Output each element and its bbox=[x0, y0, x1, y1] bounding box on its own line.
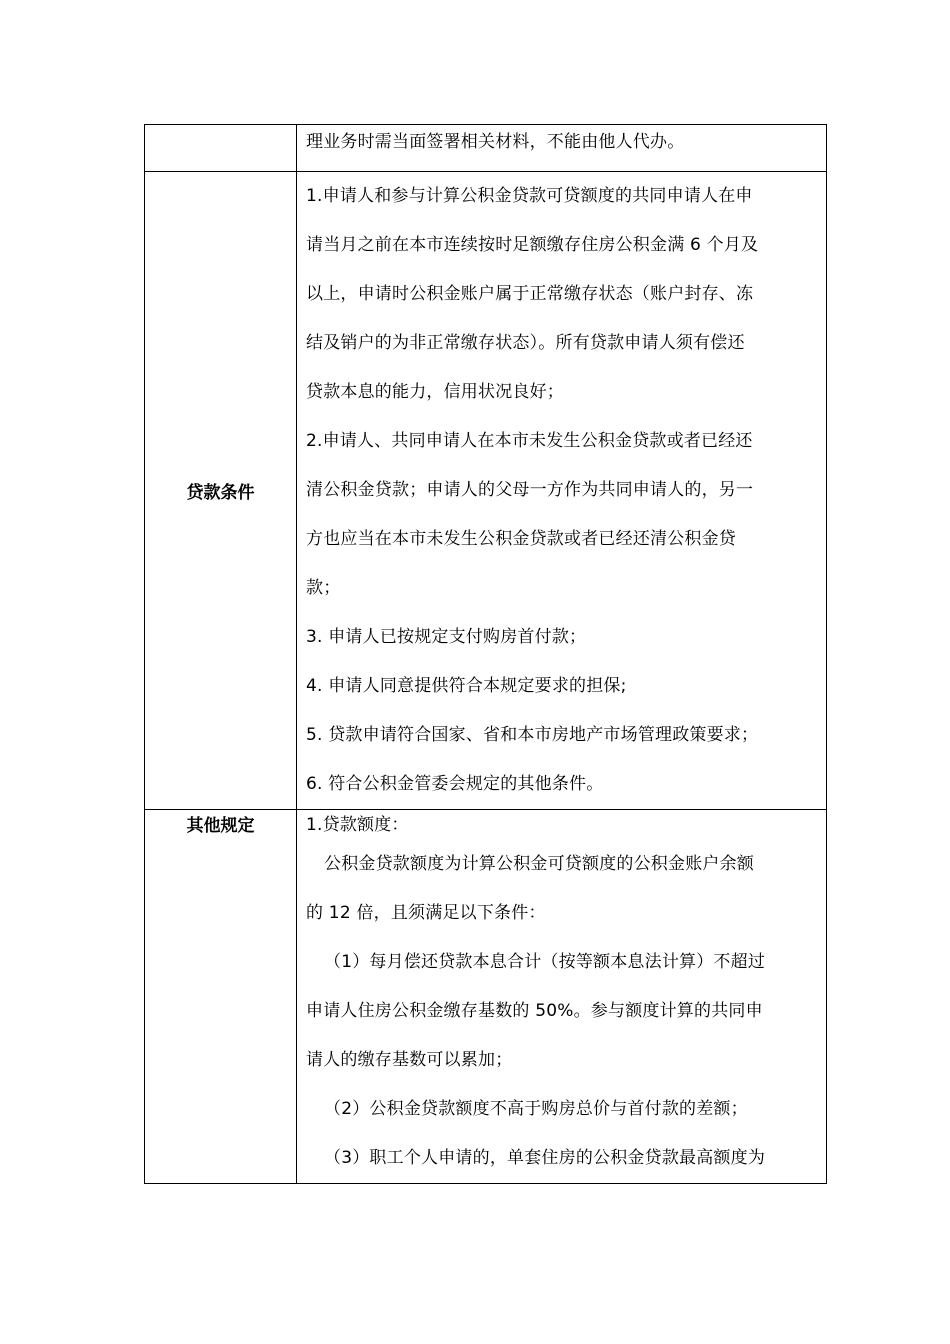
text-line: 理业务时需当面签署相关材料，不能由他人代办。 bbox=[306, 132, 685, 152]
text-line: 5. 贷款申请符合国家、省和本市房地产市场管理政策要求； bbox=[306, 725, 759, 745]
text-line: 申请人住房公积金缴存基数的 50%。参与额度计算的共同申 bbox=[306, 1001, 763, 1021]
row-label-other-rules-text: 其他规定 bbox=[186, 816, 255, 836]
text-line: 结及销户的为非正常缴存状态）。所有贷款申请人须有偿还 bbox=[306, 333, 745, 353]
text-line: 清公积金贷款；申请人的父母一方作为共同申请人的，另一 bbox=[306, 480, 754, 500]
text-line: （2）公积金贷款额度不高于购房总价与首付款的差额； bbox=[324, 1099, 748, 1119]
text-line: 公积金贷款额度为计算公积金可贷额度的公积金账户余额 bbox=[324, 854, 754, 874]
text-line: 请人的缴存基数可以累加； bbox=[306, 1050, 513, 1070]
row-label-empty bbox=[145, 125, 297, 172]
text-line: 请当月之前在本市连续按时足额缴存住房公积金满 6 个月及 bbox=[306, 235, 759, 255]
text-line: 6. 符合公积金管委会规定的其他条件。 bbox=[306, 774, 604, 794]
text-line: （1）每月偿还贷款本息合计（按等额本息法计算）不超过 bbox=[324, 952, 766, 972]
text-line: 以上，申请时公积金账户属于正常缴存状态（账户封存、冻 bbox=[306, 284, 754, 304]
text-line: 3. 申请人已按规定支付购房首付款； bbox=[306, 627, 587, 647]
text-line: 1.贷款额度： bbox=[306, 815, 409, 835]
text-line: 的 12 倍，且须满足以下条件： bbox=[306, 903, 546, 923]
text-line: 贷款本息的能力，信用状况良好； bbox=[306, 382, 564, 402]
text-line: 1.申请人和参与计算公积金贷款可贷额度的共同申请人在申 bbox=[306, 186, 753, 206]
row-content-other-rules bbox=[297, 810, 827, 1184]
text-line: （3）职工个人申请的，单套住房的公积金贷款最高额度为 bbox=[324, 1148, 766, 1168]
text-line: 方也应当在本市未发生公积金贷款或者已经还清公积金贷 bbox=[306, 529, 736, 549]
row-label-other-rules bbox=[145, 810, 297, 1184]
table-row-other-rules bbox=[145, 810, 827, 1184]
table-row-loan-conditions bbox=[145, 172, 827, 810]
text-line: 款； bbox=[306, 578, 341, 598]
row-label-loan-conditions: 贷款条件 bbox=[145, 172, 297, 810]
row-content-continuation bbox=[297, 125, 827, 172]
row-content-loan-conditions bbox=[297, 172, 827, 810]
table-row-continuation bbox=[145, 125, 827, 172]
text-line: 2.申请人、共同申请人在本市未发生公积金贷款或者已经还 bbox=[306, 431, 753, 451]
document-table bbox=[144, 124, 827, 1184]
text-line: 4. 申请人同意提供符合本规定要求的担保; bbox=[306, 676, 627, 696]
